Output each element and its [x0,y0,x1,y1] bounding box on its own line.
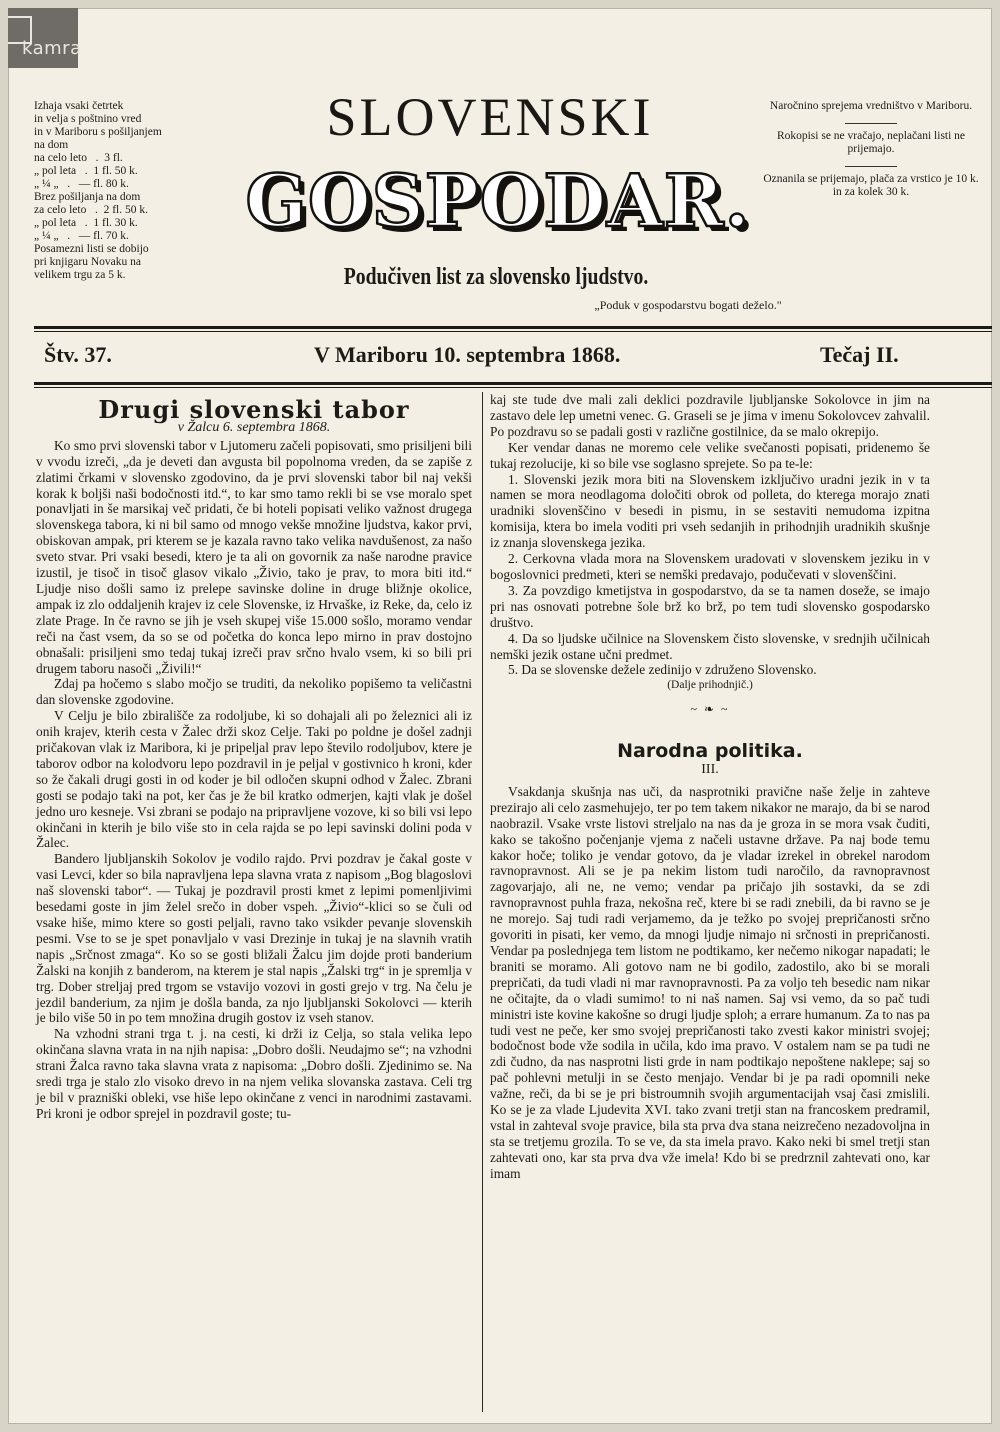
top-rule-thin [34,331,992,332]
issue-volume: Tečaj II. [820,342,899,367]
subscription-line: in velja s poštnino vred [34,113,142,125]
watermark-corner [8,8,82,68]
short-divider [845,166,897,167]
resolution-item: 3. Za povzdigo kmetijstva in gospodarstvo, da se ta namen doseže, se imajo pri nas osnovati potrebne šole brž ko brž, po tem tudi slovensko gospodarsko društvo. [490,582,930,630]
article-paragraph: Vsakdanja skušnja nas uči, da nasprotniki pravične naše želje in zahteve prezirajo ali celo zasmehujejo, ter po tem takem nikakor ne marajo, da bi se narod naobrazil. Vsake vrste listovi streljalo na nas da je groza in se mora vsak čuditi, kako se takošno počenjanje vjema z načeli ustavne države. Pa naj bode temu kakor hoče; toliko je vendar gotovo, da je vladar izrekel in obrekel narodom ravnopravnost. Ali se je pa nekim listom tudi naročilo, da ravnopravnost zagovarjajo, ali ne, ne vemo; vendar pa pričajo jih sostavki, da se zdi ravnopravnost puhla fraza, nekošna reč, ktere bi se radi znebili, da bi ravno se je ne morejo. Saj tudi radi verjamemo, da je težko po svojej prepričanosti srčno govoriti in pisati, ker vemo, da mnogi ljudje nimajo ni srčnosti in prepričanosti. Vendar pa poslednjega tem listom ne podtikamo, ker nečemo nikogar napadati; le braniti se moramo. Ali gotovo nam ne bi godilo, zadostilo, ako bi se morali prepričati, da tudi vladi ni mar ravnopravnosti. Pa za voljo teh besedic nam nikar ne očitajte, da o vladi sumimo! to ni naš namen. Saj vsi vemo, da so pač tudi ministri iste kovine kakošne so drugi ljudje sploh; a errare humanum. Za to nas pa tudi vest ne peče, ker smo svojej prepričanosti tako zvesti kakor ministri svojej; bodočnost bode vže sodila in učila, kdo ima pravo. V ostalem nam se pa tudi ne zdi čudno, da nas nasprotni listi grde in nam podtikajo nepoštene naklepe; saj so pač pohlevni metulji in se često menjajo. Vendar bi je pa radi opomnili neke važne, reči, da bi se je pri bistroumnih svojih argumentacijah vsaj časi zmislili. Ko se je za vlade Ljudevita XVI. tako zvani tretji stan na francoskem predramil, vstal in zahteval svoje pravice, bila sta prva dva stana neizrečeno nezadovoljna in sta se tretjemu grozila. To se ve, da sta imela pravo. Kako neki bi smel tretji stan zahtevati ono, kar sta prva dva vže imela! Kdo bi se predrznil zahtevati ono, kar imam [490,783,930,1181]
section-title: Narodna politika. [617,740,803,763]
subscription-line: „ pol leta . 1 fl. 30 k. [34,217,138,229]
article-paragraph: Bandero ljubljanskih Sokolov je vodilo rajdo. Prvi pozdrav je čakal goste v vasi Levci, kder so bila napravljena lepa slavna vrata z napisom „Bog blagoslovi naš slovenski tabor“. — Tukaj je pozdravil prosti kmet z lepimi pomenljivimi besedami goste in jim želel srečo in dober vspeh. „Živio“-klici so se čuli od vsake hiše, mimo ktere so gosti peljali, ravno tako vsikder pevanje slovenskih pesmi. Vse to se je spet ponavljalo v vasi Drezinje in tukaj je na slavnih vratih napis „Srčnost zmaga“. Ko so se gosti bližali Žalcu jim dojde proti banderium Žalski na konjih z banderom, na kterem je stal napis „Žalski trg“ in je spremlja v trg. Dober streljaj pred trgom se vstavijo vozovi in gosti grejo v trg. Na čelu je jezdil banderium, za njim je došla banda, za njo ljubljanski Sokolovci — kterih je bilo više 50 in po tem množina drugih gostov iz vseh stanov. [36,851,472,1026]
masthead-name: GOSPODAR. [245,158,751,243]
issue-date: V Mariboru 10. septembra 1868. [314,342,621,367]
subscription-line: na celo leto . 3 fl. [34,152,123,164]
subscription-line: velikem trgu za 5 k. [34,269,126,281]
subscription-line: za celo leto . 2 fl. 50 k. [34,204,149,216]
article-dateline: v Žalcu 6. septembra 1868. [177,419,331,435]
resolution-item: 2. Cerkovna vlada mora na Slovenskem uradovati v slovenskem jeziku in v bogoslovnici predmeti, kteri se nemški predavajo, podučevati v slovenščini. [490,551,930,582]
editorial-box [760,100,982,209]
masthead-title: SLOVENSKI [326,87,654,147]
article-paragraph: V Celju je bilo zbirališče za rodoljube, ki so dohajali ali po železnici ali iz onih krajev, kterih cesta v Žalec drži skoz Celje. Taki po poldne je došel zadnji pričakovan vlak iz Maribora, ki je pripeljal prav lepo število rodoljubov, ktere je taborov odbor na kolodvoru lepo pozdravil in je peljal v gostivnico h kroni, kder so že čakali drugi gosti in od koder je bil odločen skupni odhod v Žalec. Zbrani gosti se podajo taki na pot, ker čas je že bil kratko odmerjen, kajti vlak je došel jedno uro kesneje. Vsi zbrani se podajo na pripravljene vozove, ki so bili vsi lepo okinčani in kterih je bilo više sto in cela rajda se po lepi savinski dolini poda v Žalec. [36,708,472,851]
subscription-line: „ ¼ „ . — fl. 80 k. [34,178,129,190]
short-divider [845,123,897,124]
newspaper-page [8,8,992,1424]
subscription-line: pri knjigaru Novaku na [34,256,141,268]
subscription-line: „ pol leta . 1 fl. 50 k. [34,165,138,177]
subscription-line: na dom [34,139,69,151]
issue-number: Štv. 37. [44,342,112,367]
article-paragraph: Ker vendar danas ne moremo cele velike svečanosti popisati, pridenemo še tukaj rezolucije, ki so bile vse soglasno sprejete. So pa te-le: [490,439,930,471]
article-title: Drugi slovenski tabor [98,395,410,424]
column-divider [482,392,483,1412]
article-paragraph: Ko smo prvi slovenski tabor v Ljutomeru začeli popisovati, smo prisiljeni bili v vvodu izreči, „da je deveti dan avgusta bil popolnoma vreden, da se zapiše z zlatimi črkami v slovensko zgodovino, da je prvi slovenski tabor bil naj vekši korak k boljši naši bodočnosti itd.“, to kar smo tamo rekli bi se vse moralo spet ponavljati in še marsikaj več pridati, če bi hoteli popisati veliko važnost drugega slovenskega tabora, ki ni bil samo od mnogo vekše množine ljudstva, kakor prvi, obiskovan ampak, pri kterem se je kazala ravno tako velika navdušenost, za našo sveto stvar. Pri vsaki besedi, ktero je ta ali on govornik za naše narodne pravice izustil, je tisoč in tisoč glasov vikalo „Živio, tako je prav, to mora biti itd.“ Ljudje niso došli samo iz prelepe savinske doline in druge bližnje okolice, ampak iz zlo oddaljenih krajev iz cele Slovenske, iz Hrvaške, iz Reke, da, celo iz zlate Prage. In če ravno se jih je vseh skupej više 15.000 sošlo, moramo vendar reči na čast vsem, da so se od početka do konca lepo mirno in prav dostojno obnašali: prisiljeni smo tedaj tukaj izreči prav srčno hvalo vsem, ki so bili pri drugem taboru nasoči „Živili!“ [36,437,472,676]
editorial-note: Naročnino sprejema vredništvo v Mariboru. [769,100,973,112]
editorial-note: Rokopisi se ne vračajo, neplačani listi ne prijemajo. [776,130,966,155]
subscription-line: Posamezni listi se dobijo [34,243,149,255]
left-column [36,395,472,1122]
ornament-divider: ~ ❧ ~ [690,702,730,717]
subscription-box [34,100,230,282]
header-rule [34,382,992,385]
top-rule [34,326,992,329]
continued-note: (Dalje prihodnjič.) [667,679,753,692]
article-paragraph: kaj ste tude dve mali zali deklici pozdravile ljubljanske Sokolovce in jim na zastavo dele lep umetni venec. G. Graseli se je jima v imenu Sokolovcev zahvalil. Po pozdravu so se padali gosti v različne gostilnice, da se malo okrepijo. [490,392,930,439]
subscription-line: „ ¼ „ . — fl. 70 k. [34,230,129,242]
resolution-item: 4. Da so ljudske učilnice na Slovenskem čisto slovenske, v srednjih učilnicah nemški jezik ostane učni predmet. [490,630,930,662]
editorial-note: Oznanila se prijemajo, plača za vrstico je 10 k. in za kolek 30 k. [763,173,979,198]
subscription-line: Izhaja vsaki četrtek [34,100,124,112]
header-rule-thin [34,387,992,388]
resolution-item: 1. Slovenski jezik mora biti na Slovenskem izključivo uradni jezik in v ta namen se mora neodlagoma določiti obrok od polleta, do kterega morajo znati uradniki slovenščino v besedi in pismu, in se sestaviti nemudoma izpitna komisija, ktera bo imela voditi pri vseh sedanjih in prihodnjih uradnikih skušnje iz znanja slovenskega jezika. [490,471,930,551]
article-paragraph: Zdaj pa hočemo s slabo močjo se truditi, da nekoliko popišemo ta veličastni dan slovenske zgodovine. [36,676,472,708]
subscription-line: Brez pošiljanja na dom [34,191,141,203]
watermark-logo: kamra [22,38,82,59]
article-paragraph: Na vzhodni strani trga t. j. na cesti, ki drži iz Celja, so stala velika lepo okinčana slavna vrata in na njih napisa: „Dobro došli. Neudajmo se“; na vzhodni strani Žalca ravno taka slavna vrata z napisoma: „Dobro došli. Zjedinimo se. Na sredi trga je stalo zlo visoko drevo in na njem velika slovanska zastava. Celi trg je bil v prazniški obleki, vse hiše lepo okinčane z venci in narodnimi zastavami. Pri kroni je odbor sprejel in pozdravil goste; tu- [36,1026,472,1121]
masthead-subtitle: Podučiven list za slovensko ljudstvo. [343,264,649,290]
subscription-line: in v Mariboru s pošiljanjem [34,126,162,138]
masthead-motto: „Poduk v gospodarstvu bogati deželo." [594,298,782,312]
resolution-item: 5. Da se slovenske dežele zedinijo v združeno Slovensko. [508,662,817,678]
section-part: III. [701,762,719,778]
right-column [490,392,930,1182]
